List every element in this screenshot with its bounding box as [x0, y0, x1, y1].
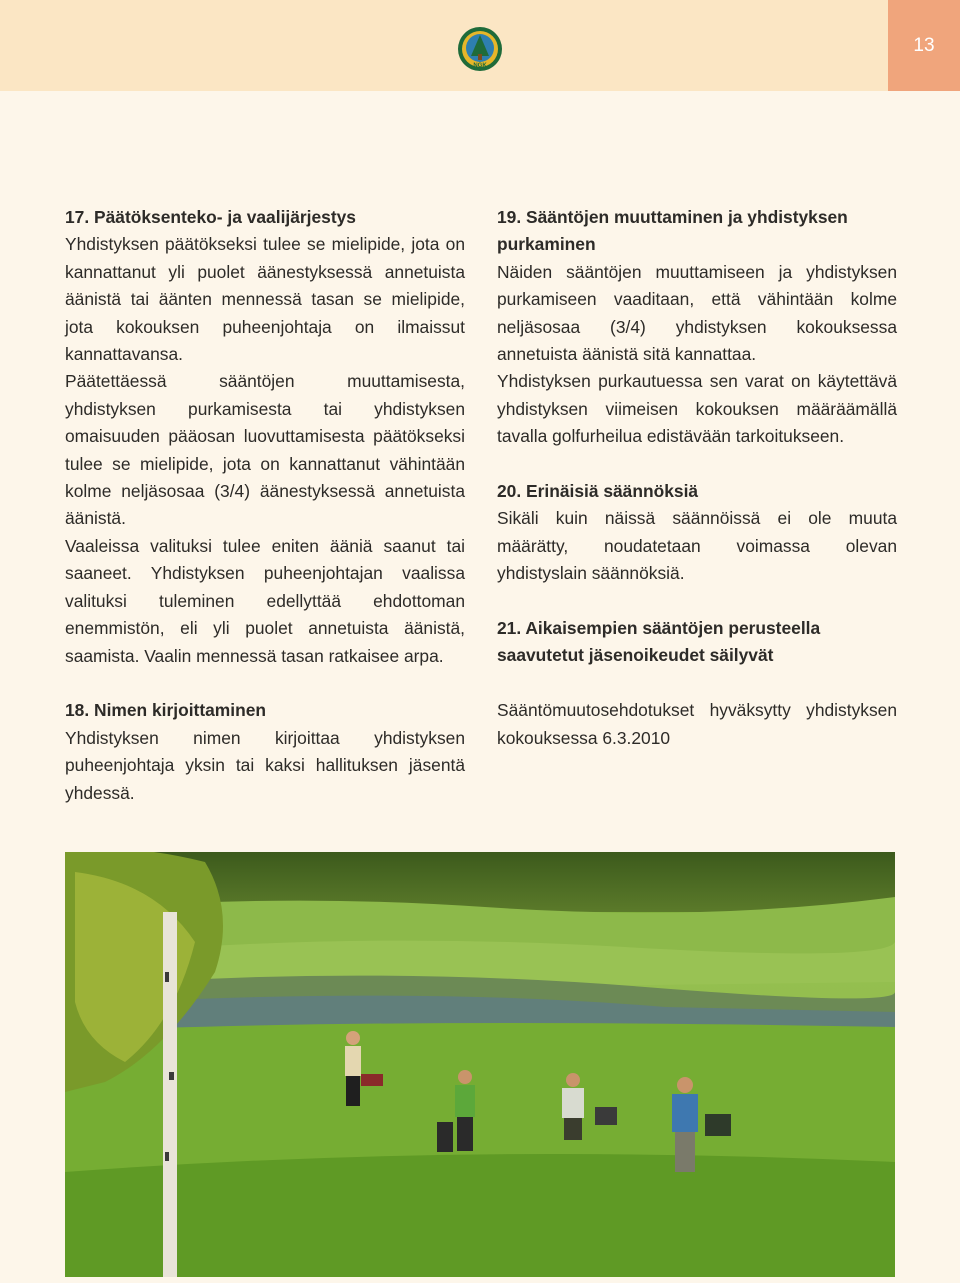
section-20-paragraph-1: Sikäli kuin näissä säännöissä ei ole muuta määrätty, noudatetaan voimassa olevan yhdistyslain säännöksiä.	[497, 508, 897, 584]
header-band	[0, 0, 888, 91]
section-21-title: 21. Aikaisempien sääntöjen perusteella saavutetut jäsenoikeudet säilyvät	[497, 618, 821, 666]
right-column	[497, 204, 897, 752]
section-18-paragraph-1: Yhdistyksen nimen kirjoittaa yhdistyksen puheenjohtaja yksin tai kaksi hallituksen jäsentä yhdessä.	[65, 727, 465, 803]
section-20-title: 20. Erinäisiä säännöksiä	[497, 481, 699, 502]
section-17-title: 17. Päätöksenteko- ja vaalijärjestys	[65, 207, 356, 227]
section-17-paragraph-3: Vaaleissa valituksi tulee eniten ääniä saanut tai saaneet. Yhdistyksen puheenjohtajan vaalissa valituksi tuleminen edellyttää ehdottoman enemmistön, eli yli puolet annetuista äänistä, saamista. Vaalin mennessä tasan ratkaisee arpa.	[65, 535, 465, 666]
section-19-paragraph-2: Yhdistyksen purkautuessa sen varat on käytettävä yhdistyksen viimeisen kokouksen määräämällä tavalla golfurheilua edistävään tarkoitukseen.	[497, 371, 897, 447]
club-logo	[457, 26, 503, 72]
logo-text: NGK	[473, 63, 487, 69]
page-number: 13	[888, 0, 960, 91]
section-18-title: 18. Nimen kirjoittaminen	[65, 700, 267, 721]
section-19-title: 19. Sääntöjen muuttaminen ja yhdistyksen purkaminen	[497, 207, 848, 255]
golf-course-photo	[65, 852, 895, 1277]
left-column	[65, 204, 465, 807]
section-17-paragraph-2: Päätettäessä sääntöjen muuttamisesta, yhdistyksen purkamisesta tai yhdistyksen omaisuuden pääosan luovuttamisesta päätökseksi tulee se mielipide, jota on kannattanut vähintään kolme neljäsosaa (3/4) äänestyksessä annetuista äänistä.	[65, 371, 465, 529]
section-19-paragraph-1: Näiden sääntöjen muuttamiseen ja yhdistyksen purkamiseen vaaditaan, että vähintään kolme neljäsosaa (3/4) yhdistyksen kokouksessa annetuista äänistä sitä kannattaa.	[497, 261, 897, 365]
section-21-paragraph-1: Sääntömuutosehdotukset hyväksytty yhdistyksen kokouksessa 6.3.2010	[497, 700, 897, 748]
section-17-paragraph-1: Yhdistyksen päätökseksi tulee se mielipide, jota on kannattanut yli puolet äänestyksessä annetuista äänistä tai äänten mennessä tasan se mielipide, jota kokouksen puheenjohtaja on ilmaissut kannattavansa.	[65, 234, 465, 365]
golf-scene-image	[65, 852, 895, 1277]
